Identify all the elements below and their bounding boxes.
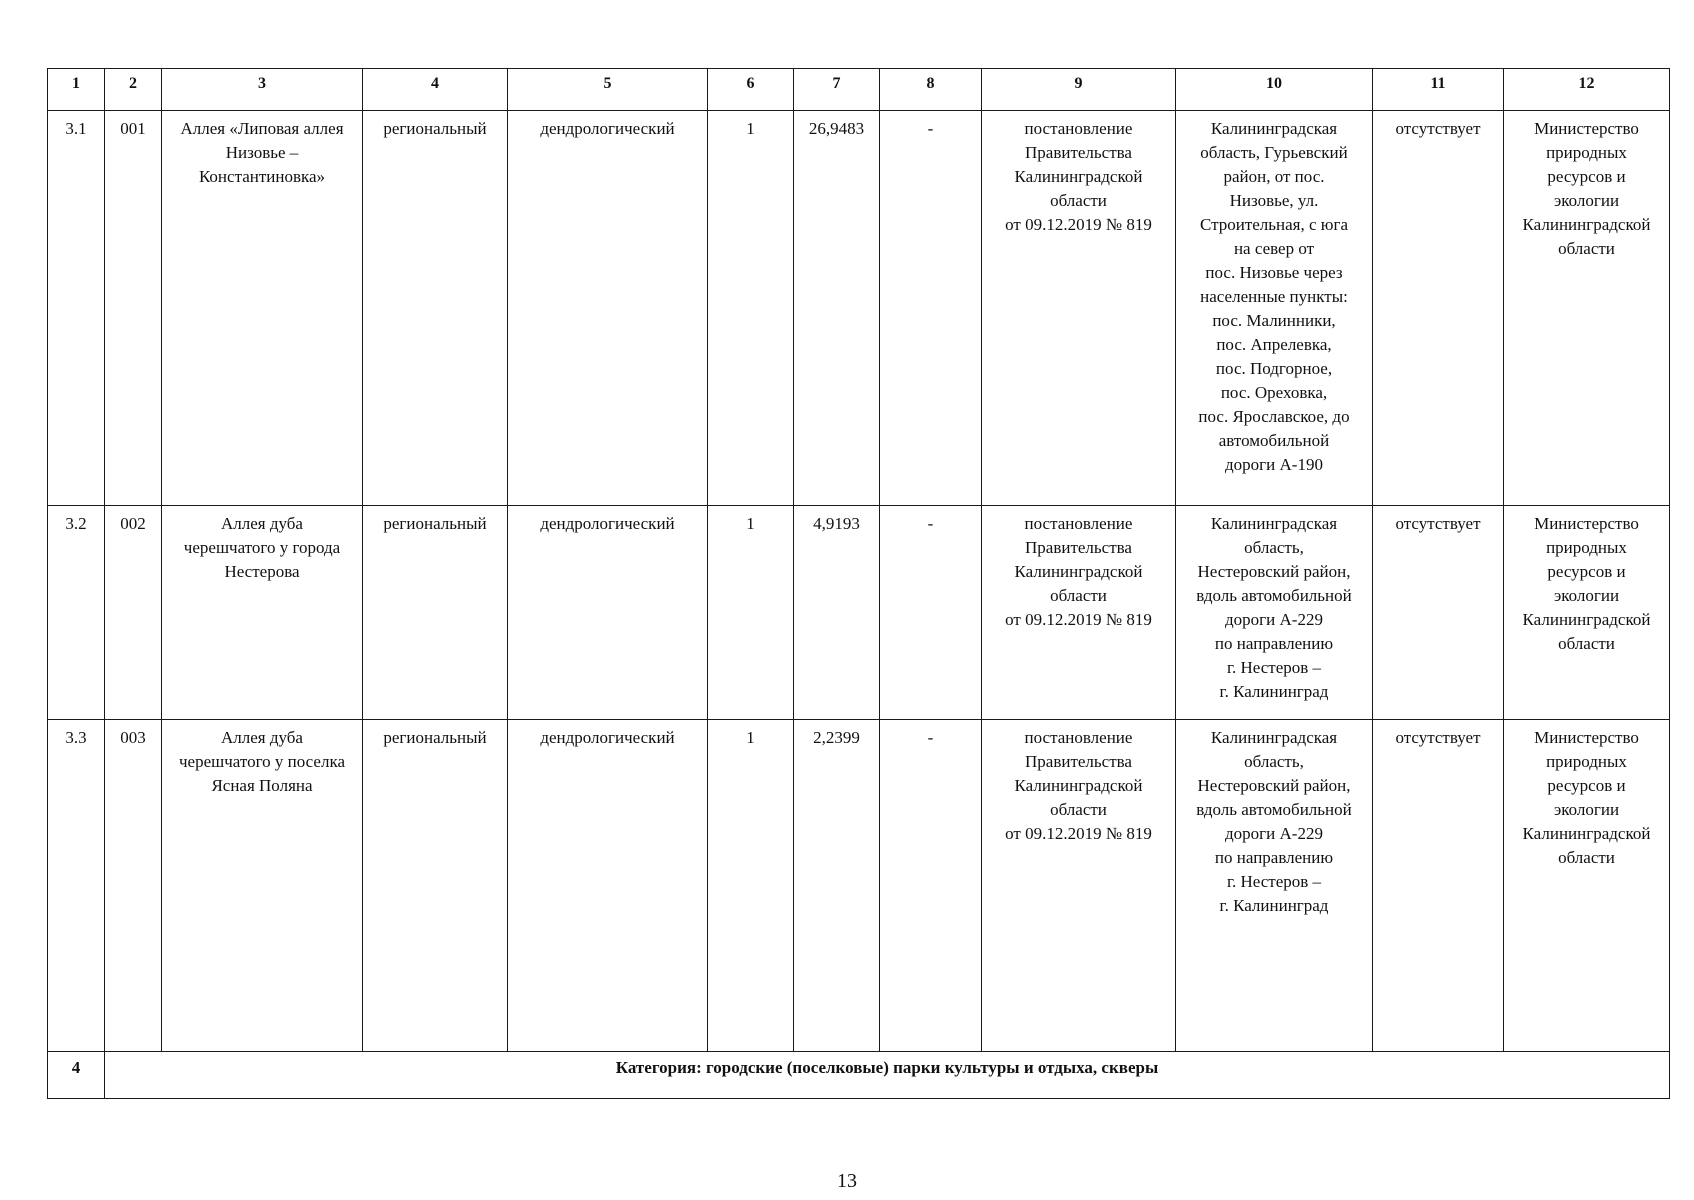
legal-document: постановление Правительства Калининградской области от 09.12.2019 № 819 [982, 720, 1176, 1052]
significance: региональный [363, 720, 508, 1052]
table-row [48, 111, 1670, 506]
authority: Министерство природных ресурсов и экологии Калининградской области [1504, 111, 1670, 506]
row-code: 003 [105, 720, 162, 1052]
header-cell: 10 [1176, 69, 1373, 111]
page-number: 13 [837, 1170, 857, 1192]
header-cell: 2 [105, 69, 162, 111]
category-row [48, 1052, 1670, 1099]
area: 4,9193 [794, 506, 880, 720]
count: 1 [708, 720, 794, 1052]
area: 26,9483 [794, 111, 880, 506]
legal-document: постановление Правительства Калининградской области от 09.12.2019 № 819 [982, 506, 1176, 720]
profile: дендрологический [508, 720, 708, 1052]
authority: Министерство природных ресурсов и экологии Калининградской области [1504, 506, 1670, 720]
area: 2,2399 [794, 720, 880, 1052]
category-number: 4 [48, 1052, 105, 1099]
header-cell: 1 [48, 69, 105, 111]
row-number: 3.2 [48, 506, 105, 720]
object-name: Аллея дуба черешчатого у города Нестерова [162, 506, 363, 720]
profile: дендрологический [508, 506, 708, 720]
table-row [48, 506, 1670, 720]
col8-value: - [880, 506, 982, 720]
header-cell: 3 [162, 69, 363, 111]
significance: региональный [363, 506, 508, 720]
registry-table [47, 68, 1670, 1099]
location: Калининградская область, Нестеровский район, вдоль автомобильной дороги А-229 по направлению г. Нестеров – г. Калининград [1176, 506, 1373, 720]
header-cell: 6 [708, 69, 794, 111]
header-cell: 9 [982, 69, 1176, 111]
header-cell: 7 [794, 69, 880, 111]
legal-document: постановление Правительства Калининградской области от 09.12.2019 № 819 [982, 111, 1176, 506]
col8-value: - [880, 720, 982, 1052]
header-cell: 12 [1504, 69, 1670, 111]
authority: Министерство природных ресурсов и экологии Калининградской области [1504, 720, 1670, 1052]
status: отсутствует [1373, 111, 1504, 506]
status: отсутствует [1373, 506, 1504, 720]
header-row [48, 69, 1670, 111]
table-row [48, 720, 1670, 1052]
location: Калининградская область, Гурьевский район, от пос. Низовье, ул. Строительная, с юга на север от пос. Низовье через населенные пункты: пос. Малинники, пос. Апрелевка, пос. Подгорное, пос. Ореховка, пос. Ярославское, до автомобильной дороги А-190 [1176, 111, 1373, 506]
location: Калининградская область, Нестеровский район, вдоль автомобильной дороги А-229 по направлению г. Нестеров – г. Калининград [1176, 720, 1373, 1052]
row-code: 001 [105, 111, 162, 506]
significance: региональный [363, 111, 508, 506]
col8-value: - [880, 111, 982, 506]
header-cell: 4 [363, 69, 508, 111]
row-code: 002 [105, 506, 162, 720]
header-cell: 8 [880, 69, 982, 111]
object-name: Аллея дуба черешчатого у поселка Ясная Поляна [162, 720, 363, 1052]
category-label: Категория: городские (поселковые) парки культуры и отдыха, скверы [105, 1052, 1670, 1099]
row-number: 3.3 [48, 720, 105, 1052]
status: отсутствует [1373, 720, 1504, 1052]
profile: дендрологический [508, 111, 708, 506]
header-cell: 11 [1373, 69, 1504, 111]
row-number: 3.1 [48, 111, 105, 506]
object-name: Аллея «Липовая аллея Низовье – Константиновка» [162, 111, 363, 506]
header-cell: 5 [508, 69, 708, 111]
count: 1 [708, 506, 794, 720]
count: 1 [708, 111, 794, 506]
